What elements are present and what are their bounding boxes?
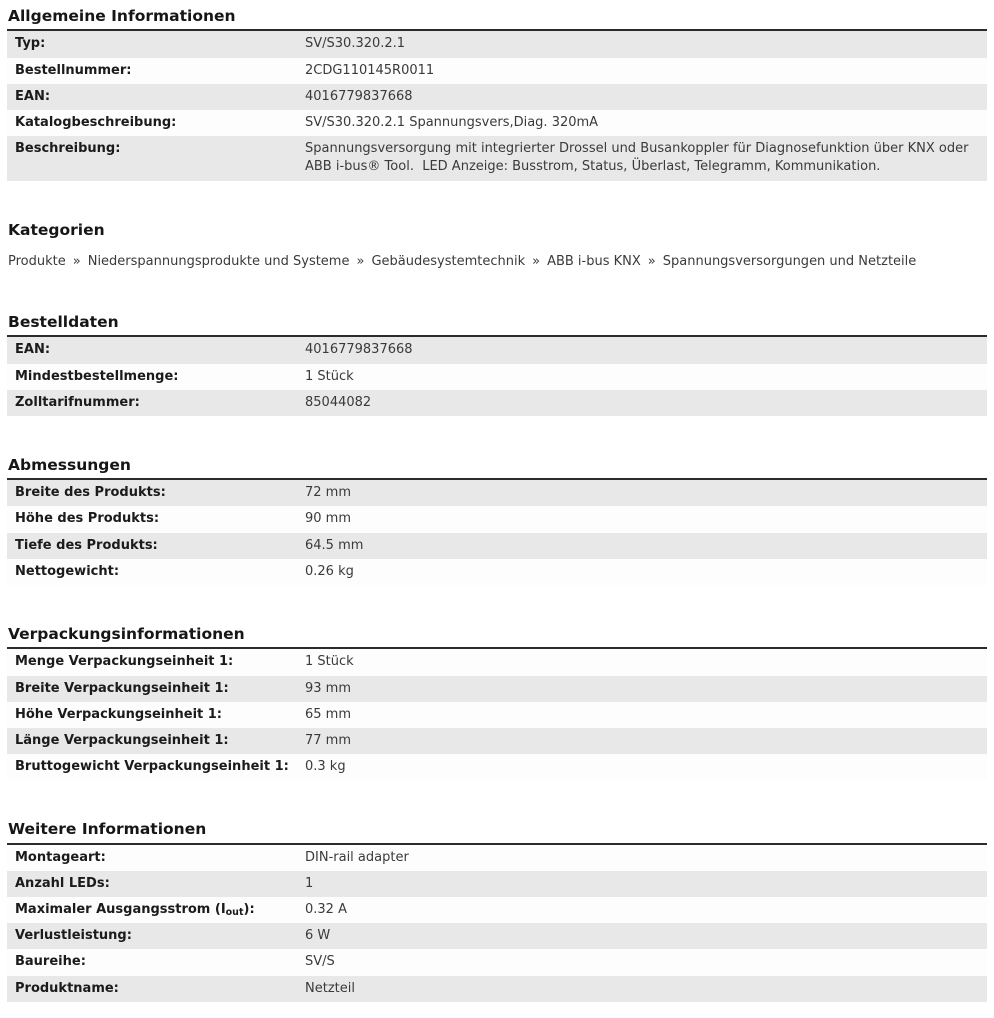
table-row [7, 923, 987, 949]
row-value: SV/S30.320.2.1 [305, 36, 406, 52]
table-row [7, 110, 987, 136]
row-label: Verlustleistung: [15, 928, 132, 944]
row-label: Mindestbestellmenge: [15, 368, 179, 384]
row-label: Produktname: [15, 980, 119, 996]
row-value: 77 mm [305, 732, 352, 748]
row-label: Typ: [15, 36, 46, 52]
row-value: 93 mm [305, 680, 352, 696]
row-label: Höhe Verpackungseinheit 1: [15, 706, 223, 722]
table-row [7, 559, 987, 585]
row-value: 0.26 kg [305, 563, 354, 579]
row-value: 1 Stück [305, 654, 354, 670]
data-table [7, 29, 987, 180]
row-label: Tiefe des Produkts: [15, 537, 158, 553]
row-value: 64.5 mm [305, 537, 364, 553]
row-label: Beschreibung: [15, 141, 121, 157]
section-kategorien [7, 219, 987, 273]
row-label: Nettogewicht: [15, 563, 120, 579]
row-label: Katalogbeschreibung: [15, 114, 177, 130]
row-label: Bruttogewicht Verpackungseinheit 1: [15, 759, 289, 775]
section-abmessungen [7, 454, 987, 585]
table-row [7, 754, 987, 780]
table-row [7, 649, 987, 675]
breadcrumb-separator: » [532, 253, 541, 269]
data-table [7, 478, 987, 585]
row-value: 65 mm [305, 706, 352, 722]
section-allgemeine-informationen [7, 5, 987, 181]
section-title: Bestelldaten [8, 312, 119, 331]
breadcrumb-separator: » [647, 253, 656, 269]
row-value: SV/S30.320.2.1 Spannungsvers,Diag. 320mA [305, 114, 599, 130]
breadcrumb [7, 243, 987, 273]
row-value: 90 mm [305, 511, 352, 527]
table-row [7, 845, 987, 871]
row-value: Netzteil [305, 980, 355, 996]
row-label: Länge Verpackungseinheit 1: [15, 732, 229, 748]
table-row [7, 676, 987, 702]
table-row [7, 337, 987, 363]
row-value: 4016779837668 [305, 342, 413, 358]
row-label: Breite Verpackungseinheit 1: [15, 680, 229, 696]
row-label: Montageart: [15, 849, 106, 865]
table-row [7, 897, 987, 923]
row-label: Baureihe: [15, 954, 86, 970]
table-row [7, 480, 987, 506]
breadcrumb-item[interactable]: Niederspannungsprodukte und Systeme [87, 253, 350, 269]
row-label: Höhe des Produkts: [15, 511, 160, 527]
section-verpackungsinformationen [7, 623, 987, 780]
row-label: EAN: [15, 88, 51, 104]
row-label: Breite des Produkts: [15, 485, 166, 501]
table-row [7, 728, 987, 754]
table-row [7, 136, 987, 180]
breadcrumb-item[interactable]: Gebäudesystemtechnik [371, 253, 526, 269]
breadcrumb-item[interactable]: Spannungsversorgungen und Netzteile [662, 253, 917, 269]
row-value: DIN-rail adapter [305, 849, 409, 865]
table-row [7, 84, 987, 110]
breadcrumb-item[interactable]: Produkte [8, 253, 66, 269]
row-value: 4016779837668 [305, 88, 413, 104]
section-bestelldaten [7, 311, 987, 416]
table-row [7, 871, 987, 897]
data-table [7, 647, 987, 780]
row-label: Anzahl LEDs: [15, 875, 110, 891]
section-title: Allgemeine Informationen [8, 7, 236, 25]
row-label: Zolltarifnummer: [15, 394, 140, 410]
row-label: EAN: [15, 342, 51, 358]
section-title: Verpackungsinformationen [8, 625, 245, 644]
section-weitere-informationen [7, 818, 987, 1002]
section-title: Kategorien [8, 220, 105, 239]
row-value: 0.3 kg [305, 759, 346, 775]
table-row [7, 949, 987, 975]
breadcrumb-separator: » [356, 253, 365, 269]
table-row [7, 390, 987, 416]
row-value: 6 W [305, 928, 331, 944]
row-label: Bestellnummer: [15, 62, 132, 78]
table-row [7, 364, 987, 390]
row-value: 72 mm [305, 485, 352, 501]
label-subscript: out [225, 907, 244, 919]
data-table [7, 843, 987, 1002]
row-value: 85044082 [305, 394, 372, 410]
table-row [7, 31, 987, 57]
row-value: 1 [305, 875, 314, 891]
section-title: Abmessungen [8, 455, 131, 474]
table-row [7, 58, 987, 84]
row-value: Spannungsversorgung mit integrierter Drossel und Busankoppler für Diagnosefunktion über KNX oder ABB i-bus® Tool. LED Anzeige: Busstrom, Status, Überlast, Telegramm, Kommunikation. [305, 141, 973, 175]
table-row [7, 533, 987, 559]
breadcrumb-item[interactable]: ABB i-bus KNX [547, 253, 641, 269]
table-row [7, 506, 987, 532]
data-table [7, 335, 987, 416]
section-title: Weitere Informationen [8, 820, 207, 839]
row-value: SV/S [305, 954, 335, 970]
table-row [7, 702, 987, 728]
row-value: 1 Stück [305, 368, 354, 384]
row-label: Maximaler Ausgangsstrom $(I_{out})$: [15, 902, 255, 919]
row-value: 2CDG110145R0011 [305, 62, 435, 78]
row-label: Menge Verpackungseinheit 1: [15, 654, 234, 670]
breadcrumb-separator: » [72, 253, 81, 269]
row-value: 0.32 A [305, 902, 347, 918]
